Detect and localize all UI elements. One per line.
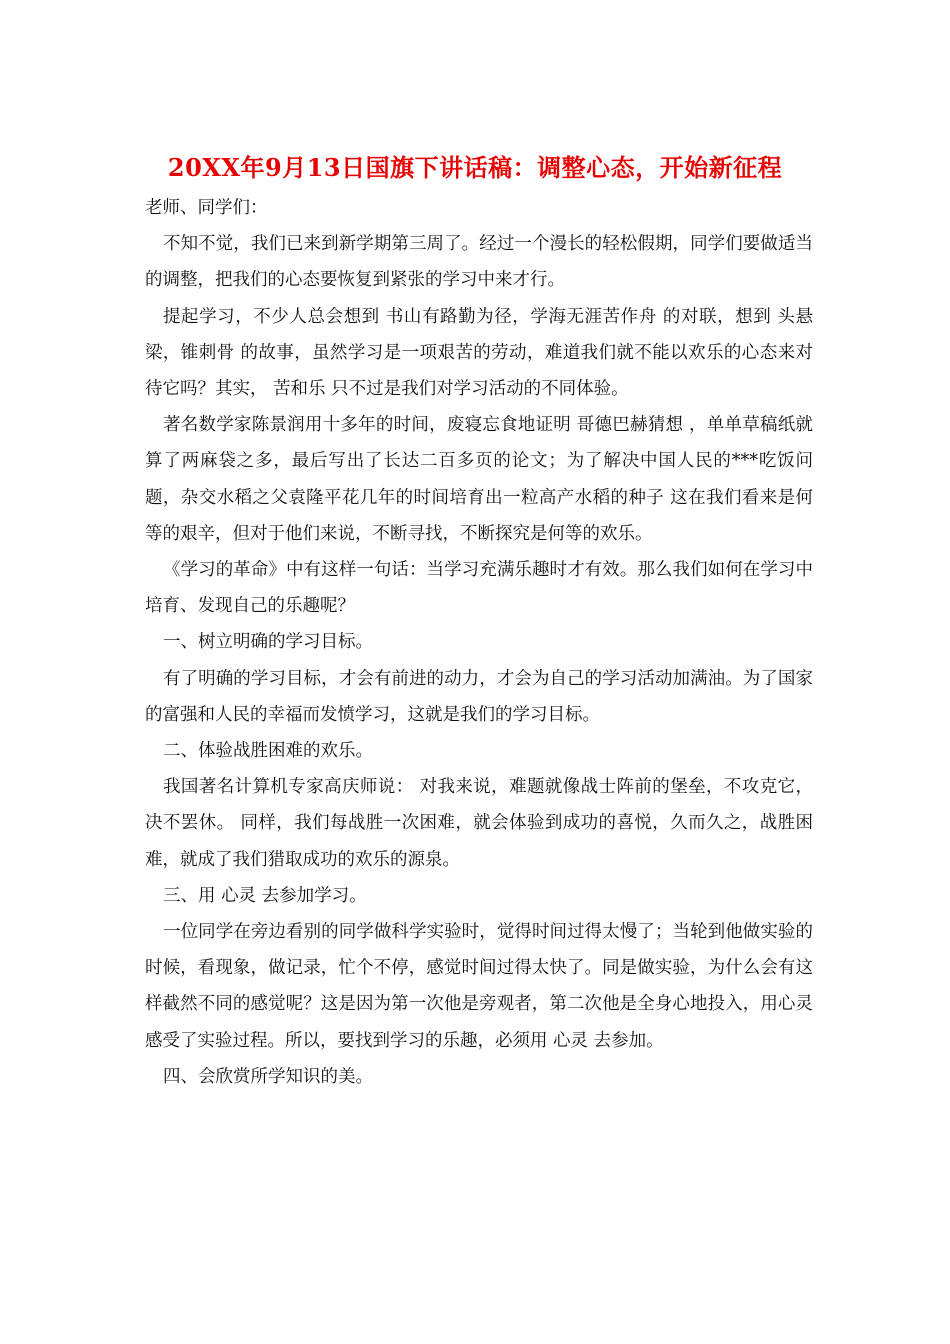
paragraph: 一位同学在旁边看别的同学做科学实验时，觉得时间过得太慢了；当轮到他做实验的时候，看现象，做记录，忙个不停，感觉时间过得太快了。同是做实验，为什么会有这样截然不同的感觉呢？这是因为第一次他是旁观者，第二次他是全身心地投入，用心灵感受了实验过程。所以，要找到学习的乐趣，必须用 心灵 去参加。: [145, 922, 813, 1051]
paragraph: 提起学习，不少人总会想到 书山有路勤为径，学海无涯苦作舟 的对联，想到 头悬梁，锥刺骨 的故事，虽然学习是一项艰苦的劳动，难道我们就不能以欢乐的心态来对待它吗？其实， 苦和乐 只不过是我们对学习活动的不同体验。: [145, 306, 813, 400]
section-heading: 二、体验战胜困难的欢乐。: [163, 741, 373, 762]
section-heading: 三、用 心灵 去参加学习。: [163, 885, 367, 906]
paragraph: 《学习的革命》中有这样一句话：当学习充满乐趣时才有效。那么我们如何在学习中培育、发现自己的乐趣呢？: [145, 560, 813, 617]
document-title: 20XX年9月13日国旗下讲话稿：调整心态，开始新征程: [167, 153, 783, 182]
paragraph: 我国著名计算机专家高庆师说： 对我来说，难题就像战士阵前的堡垒，不攻克它，决不罢休。 同样，我们每战胜一次困难，就会体验到成功的喜悦，久而久之，战胜困难，就成了我们猎取成功的欢乐的源泉。: [145, 777, 813, 870]
section-heading: 四、会欣赏所学知识的美。: [163, 1066, 373, 1087]
paragraph: 有了明确的学习目标，才会有前进的动力，才会为自己的学习活动加满油。为了国家的富强和人民的幸福而发愤学习，这就是我们的学习目标。: [145, 668, 813, 725]
section-heading: 一、树立明确的学习目标。: [163, 632, 373, 653]
salutation: 老师、同学们：: [145, 198, 268, 218]
document-body: [145, 190, 813, 1095]
paragraph: 不知不觉，我们已来到新学期第三周了。经过一个漫长的轻松假期，同学们要做适当的调整，把我们的心态要恢复到紧张的学习中来才行。: [145, 234, 813, 291]
paragraph: 著名数学家陈景润用十多年的时间，废寝忘食地证明 哥德巴赫猜想 ，单单草稿纸就算了两麻袋之多，最后写出了长达二百多页的论文；为了解决中国人民的***吃饭问题，杂交水稻之父袁隆平花几年的时间培育出一粒高产水稻的种子 这在我们看来是何等的艰辛，但对于他们来说，不断寻找，不断探究是何等的欢乐。: [145, 415, 813, 544]
